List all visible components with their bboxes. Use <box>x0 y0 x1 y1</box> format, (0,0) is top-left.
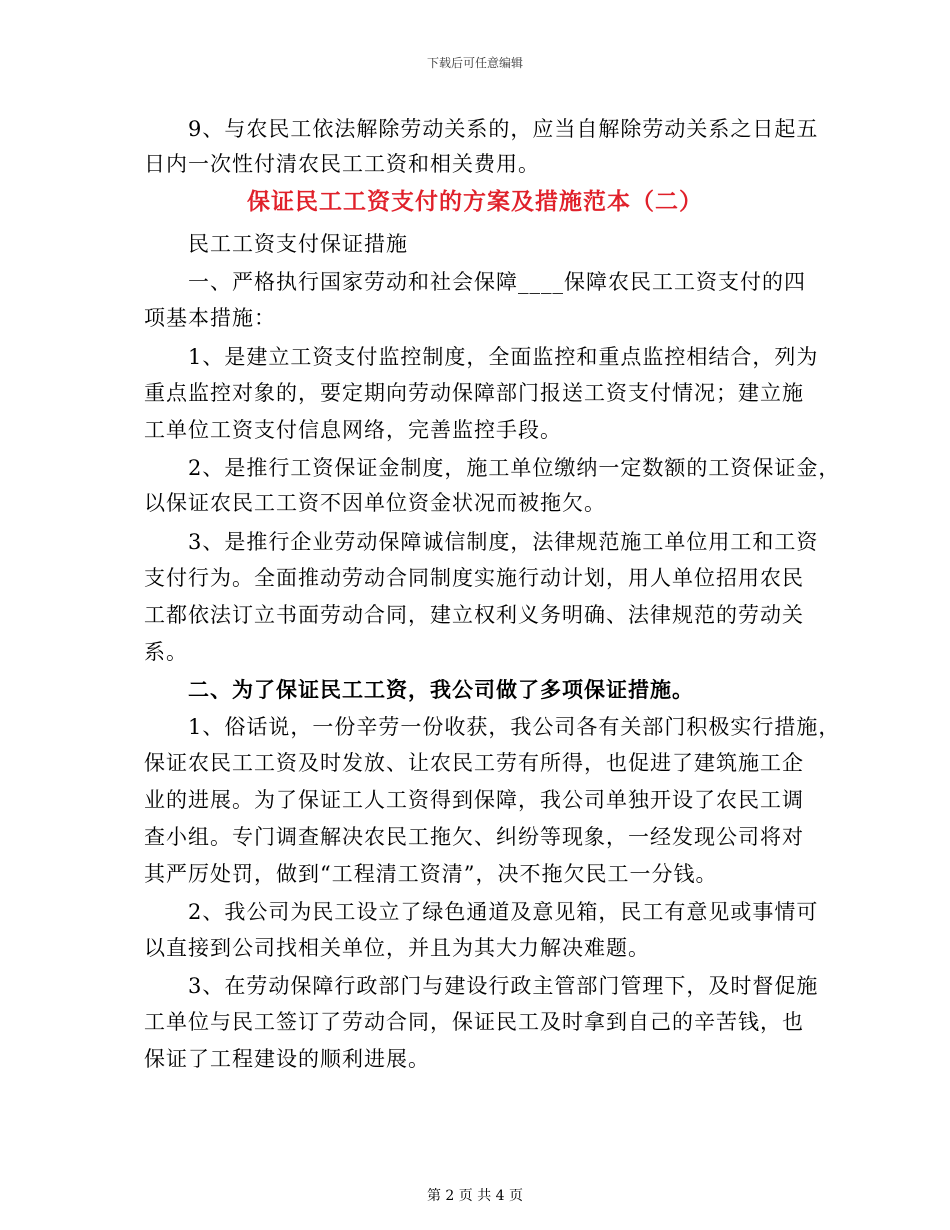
paragraph-line: 1、是建立工资支付监控制度，全面监控和重点监控相结合，列为 <box>188 345 819 369</box>
paragraph-line: 民工工资支付保证措施 <box>188 232 408 256</box>
paragraph-line: 工单位与民工签订了劳动合同，保证民工及时拿到自己的辛苦钱，也 <box>144 1010 804 1034</box>
page-number: 第 2 页 共 4 页 <box>426 1188 524 1204</box>
paragraph-line: 项基本措施： <box>144 306 276 330</box>
paragraph-line: 查小组。专门调查解决农民工拖欠、纠纷等现象，一经发现公司将对 <box>144 825 804 849</box>
page-header-note: 下载后可任意编辑 <box>426 56 523 70</box>
paragraph-line: 业的进展。为了保证工人工资得到保障，我公司单独开设了农民工调 <box>144 788 804 812</box>
section-heading: 二、为了保证民工工资，我公司做了多项保证措施。 <box>188 677 694 702</box>
paragraph-line: 以保证农民工工资不因单位资金状况而被拖欠。 <box>144 491 606 515</box>
paragraph-line: 重点监控对象的，要定期向劳动保障部门报送工资支付情况；建立施 <box>144 381 804 405</box>
paragraph-line: 保证农民工工资及时发放、让农民工劳有所得，也促进了建筑施工企 <box>144 751 804 775</box>
section-title: 保证民工工资支付的方案及措施范本（二） <box>247 188 703 215</box>
paragraph-line: 一、严格执行国家劳动和社会保障____保障农民工工资支付的四 <box>188 270 806 294</box>
paragraph-line: 保证了工程建设的顺利进展。 <box>144 1047 430 1071</box>
paragraph-line: 9、与农民工依法解除劳动关系的，应当自解除劳动关系之日起五 <box>188 117 819 141</box>
paragraph-line: 以直接到公司找相关单位，并且为其大力解决难题。 <box>144 936 650 960</box>
paragraph-line: 工单位工资支付信息网络，完善监控手段。 <box>144 418 562 442</box>
paragraph-line: 日内一次性付清农民工工资和相关费用。 <box>144 152 540 176</box>
paragraph-line: 其严厉处罚，做到“工程清工资清”，决不拖欠民工一分钱。 <box>144 862 718 886</box>
paragraph-line: 支付行为。全面推动劳动合同制度实施行动计划，用人单位招用农民 <box>144 566 804 590</box>
paragraph-line: 1、俗话说，一份辛劳一份收获，我公司各有关部门积极实行措施， <box>188 715 841 739</box>
paragraph-line: 工都依法订立书面劳动合同，建立权利义务明确、法律规范的劳动关 <box>144 603 804 627</box>
paragraph-line: 3、是推行企业劳动保障诚信制度，法律规范施工单位用工和工资 <box>188 530 819 554</box>
paragraph-line: 3、在劳动保障行政部门与建设行政主管部门管理下，及时督促施 <box>188 974 819 998</box>
paragraph-line: 2、是推行工资保证金制度，施工单位缴纳一定数额的工资保证金， <box>188 456 841 480</box>
paragraph-line: 系。 <box>144 640 188 664</box>
paragraph-line: 2、我公司为民工设立了绿色通道及意见箱，民工有意见或事情可 <box>188 900 819 924</box>
